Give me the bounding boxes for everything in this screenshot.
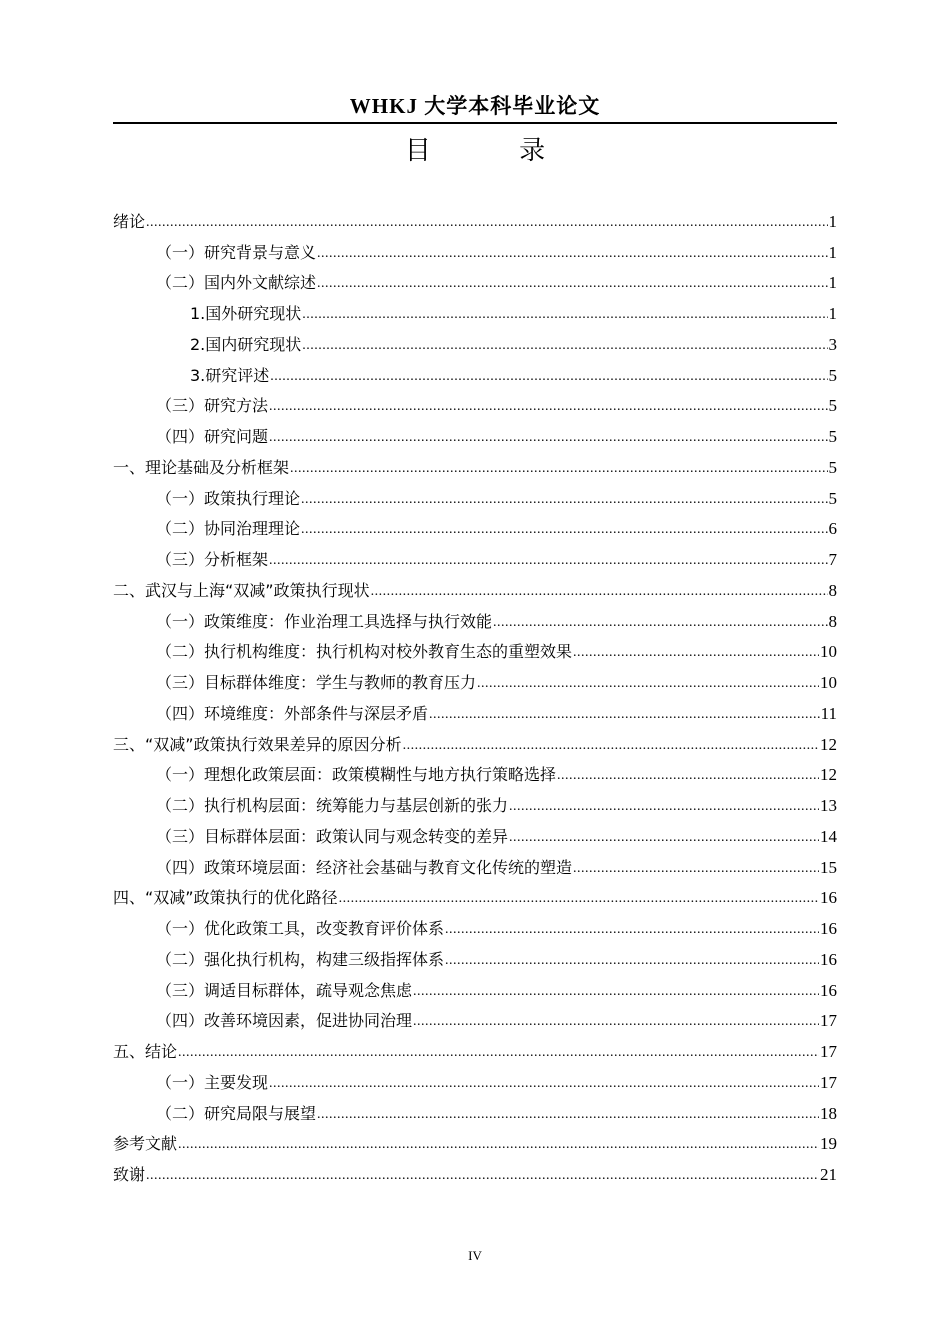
toc-entry[interactable] — [113, 633, 837, 664]
toc-entry-page: 17 — [820, 1042, 837, 1061]
toc-entry-page: 5 — [828, 365, 837, 385]
toc-entry[interactable] — [113, 202, 837, 233]
toc-entry[interactable] — [113, 294, 837, 325]
toc-entry[interactable] — [113, 1094, 837, 1125]
toc-entry-label: （二）国内外文献综述 — [156, 273, 317, 293]
toc-dot-leader — [413, 982, 819, 1002]
toc-dot-leader — [269, 551, 827, 571]
toc-entry-label: 一、理论基础及分析框架 — [113, 457, 290, 477]
toc-entry[interactable] — [113, 817, 837, 848]
toc-entry-label: （四）研究问题 — [156, 427, 269, 446]
toc-entry[interactable] — [113, 971, 837, 1002]
toc-entry-label: （四）政策环境层面：经济社会基础与教育文化传统的塑造 — [156, 857, 573, 877]
toc-dot-leader — [301, 490, 827, 510]
toc-entry-label: （一）优化政策工具，改变教育评价体系 — [156, 919, 445, 938]
toc-entry[interactable] — [113, 663, 837, 694]
toc-entry[interactable] — [113, 417, 837, 448]
toc-entry-page: 13 — [820, 796, 837, 815]
header-rule — [113, 122, 837, 124]
toc-entry-page: 17 — [820, 1072, 837, 1092]
toc-entry-label: （二）执行机构维度：执行机构对校外教育生态的重塑效果 — [156, 642, 573, 662]
toc-entry[interactable] — [113, 725, 837, 756]
toc-entry[interactable] — [113, 786, 837, 817]
toc-entry-label: （一）研究背景与意义 — [156, 242, 317, 262]
page-number: IV — [468, 1248, 482, 1263]
toc-entry[interactable] — [113, 540, 837, 571]
toc-entry-page: 7 — [828, 550, 837, 569]
toc-entry[interactable] — [113, 510, 837, 541]
toc-entry-page: 16 — [820, 949, 837, 969]
toc-entry-page: 5 — [828, 396, 837, 416]
toc-dot-leader — [317, 244, 827, 264]
toc-entry-page: 1 — [828, 242, 837, 262]
toc-entry-page: 5 — [828, 457, 837, 477]
toc-dot-leader — [317, 1105, 819, 1125]
toc-entry-label: （二）强化执行机构，构建三级指挥体系 — [156, 949, 445, 969]
toc-entry[interactable] — [113, 1063, 837, 1094]
toc-entry[interactable] — [113, 694, 837, 725]
toc-dot-leader — [573, 859, 819, 879]
toc-dot-leader — [146, 213, 827, 233]
toc-entry[interactable] — [113, 571, 837, 602]
toc-dot-leader — [302, 305, 827, 325]
toc-entry-page: 8 — [828, 580, 837, 600]
toc-entry[interactable] — [113, 879, 837, 910]
toc-entry-label: （三）目标群体层面：政策认同与观念转变的差异 — [156, 826, 509, 846]
toc-entry-label: 2.国内研究现状 — [190, 334, 302, 354]
toc-dot-leader — [270, 367, 827, 387]
toc-entry[interactable] — [113, 356, 837, 387]
toc-entry-page: 6 — [828, 519, 837, 539]
toc-entry[interactable] — [113, 940, 837, 971]
toc-entry-label: （一）政策执行理论 — [156, 488, 301, 508]
toc-title: 目 录 — [404, 136, 586, 166]
toc-entry-label: 二、武汉与上海“双减”政策执行现状 — [113, 580, 370, 600]
toc-dot-leader — [146, 1166, 819, 1186]
toc-entry-label: （二）研究局限与展望 — [156, 1103, 317, 1123]
toc-entry-page: 16 — [820, 919, 837, 938]
toc-entry-page: 12 — [820, 734, 837, 754]
toc-entry-page: 8 — [828, 611, 837, 631]
toc-entry-page: 5 — [828, 427, 837, 446]
toc-dot-leader — [403, 736, 819, 756]
running-header: WHKJ 大学本科毕业论文 — [349, 94, 601, 118]
toc-entry-label: （一）政策维度：作业治理工具选择与执行效能 — [156, 611, 493, 631]
toc-entry-label: 1.国外研究现状 — [190, 304, 302, 323]
toc-entry[interactable] — [113, 848, 837, 879]
toc-dot-leader — [371, 582, 828, 602]
toc-entry-page: 10 — [820, 673, 837, 692]
table-of-contents — [113, 202, 837, 1186]
toc-dot-leader — [178, 1135, 819, 1155]
toc-dot-leader — [302, 336, 827, 356]
toc-entry-label: 五、结论 — [113, 1042, 178, 1061]
toc-dot-leader — [509, 797, 819, 817]
toc-entry-label: （一）主要发现 — [156, 1072, 269, 1092]
toc-entry-label: （三）分析框架 — [156, 550, 269, 569]
toc-entry-page: 12 — [820, 765, 837, 785]
toc-entry-label: （三）研究方法 — [156, 396, 269, 416]
toc-entry-label: 四、“双减”政策执行的优化路径 — [113, 888, 338, 908]
toc-entry-label: （三）调适目标群体，疏导观念焦虑 — [156, 980, 413, 1000]
toc-dot-leader — [445, 951, 819, 971]
toc-entry-page: 17 — [820, 1011, 837, 1031]
toc-dot-leader — [269, 428, 827, 448]
toc-entry-label: 3.研究评述 — [190, 365, 270, 385]
toc-entry-page: 21 — [820, 1165, 837, 1184]
toc-entry[interactable] — [113, 264, 837, 295]
toc-entry-label: （一）理想化政策层面：政策模糊性与地方执行策略选择 — [156, 765, 557, 785]
toc-entry-page: 16 — [820, 888, 837, 908]
toc-entry-page: 1 — [828, 273, 837, 293]
toc-entry[interactable] — [113, 448, 837, 479]
toc-dot-leader — [445, 920, 819, 940]
toc-dot-leader — [290, 459, 827, 479]
toc-entry[interactable] — [113, 1002, 837, 1033]
toc-entry-label: （二）执行机构层面：统筹能力与基层创新的张力 — [156, 796, 509, 815]
toc-entry-label: 绪论 — [113, 211, 146, 231]
toc-dot-leader — [429, 705, 820, 725]
toc-dot-leader — [509, 828, 819, 848]
toc-entry-page: 3 — [828, 334, 837, 354]
toc-dot-leader — [493, 613, 827, 633]
toc-entry-page: 14 — [820, 826, 837, 846]
toc-dot-leader — [178, 1043, 819, 1063]
toc-dot-leader — [573, 643, 819, 663]
toc-entry-label: 三、“双减”政策执行效果差异的原因分析 — [113, 734, 402, 754]
toc-entry-page: 11 — [820, 703, 837, 723]
toc-entry[interactable] — [113, 233, 837, 264]
toc-entry[interactable] — [113, 387, 837, 418]
toc-entry-page: 10 — [820, 642, 837, 662]
toc-dot-leader — [477, 674, 819, 694]
toc-entry[interactable] — [113, 756, 837, 787]
toc-dot-leader — [557, 766, 819, 786]
toc-dot-leader — [269, 1074, 819, 1094]
toc-entry-label: （四）环境维度：外部条件与深层矛盾 — [156, 703, 429, 723]
toc-entry[interactable] — [113, 479, 837, 510]
toc-entry-page: 15 — [820, 857, 837, 877]
toc-dot-leader — [317, 274, 827, 294]
toc-entry[interactable] — [113, 909, 837, 940]
toc-entry-label: （四）改善环境因素，促进协同治理 — [156, 1011, 413, 1031]
toc-entry[interactable] — [113, 602, 837, 633]
toc-entry-page: 1 — [828, 211, 837, 231]
toc-entry[interactable] — [113, 1125, 837, 1156]
toc-dot-leader — [339, 889, 819, 909]
toc-entry-page: 18 — [820, 1103, 837, 1123]
toc-dot-leader — [413, 1012, 819, 1032]
toc-dot-leader — [269, 397, 827, 417]
toc-entry[interactable] — [113, 325, 837, 356]
toc-entry-label: 参考文献 — [113, 1134, 178, 1154]
toc-entry-page: 5 — [828, 488, 837, 508]
toc-dot-leader — [301, 520, 827, 540]
toc-entry-label: （三）目标群体维度：学生与教师的教育压力 — [156, 673, 477, 692]
toc-entry[interactable] — [113, 1155, 837, 1186]
toc-entry[interactable] — [113, 1032, 837, 1063]
toc-entry-page: 16 — [820, 980, 837, 1000]
toc-entry-label: （二）协同治理理论 — [156, 519, 301, 539]
toc-entry-page: 1 — [828, 304, 837, 323]
toc-entry-label: 致谢 — [113, 1165, 146, 1184]
toc-entry-page: 19 — [820, 1134, 837, 1154]
